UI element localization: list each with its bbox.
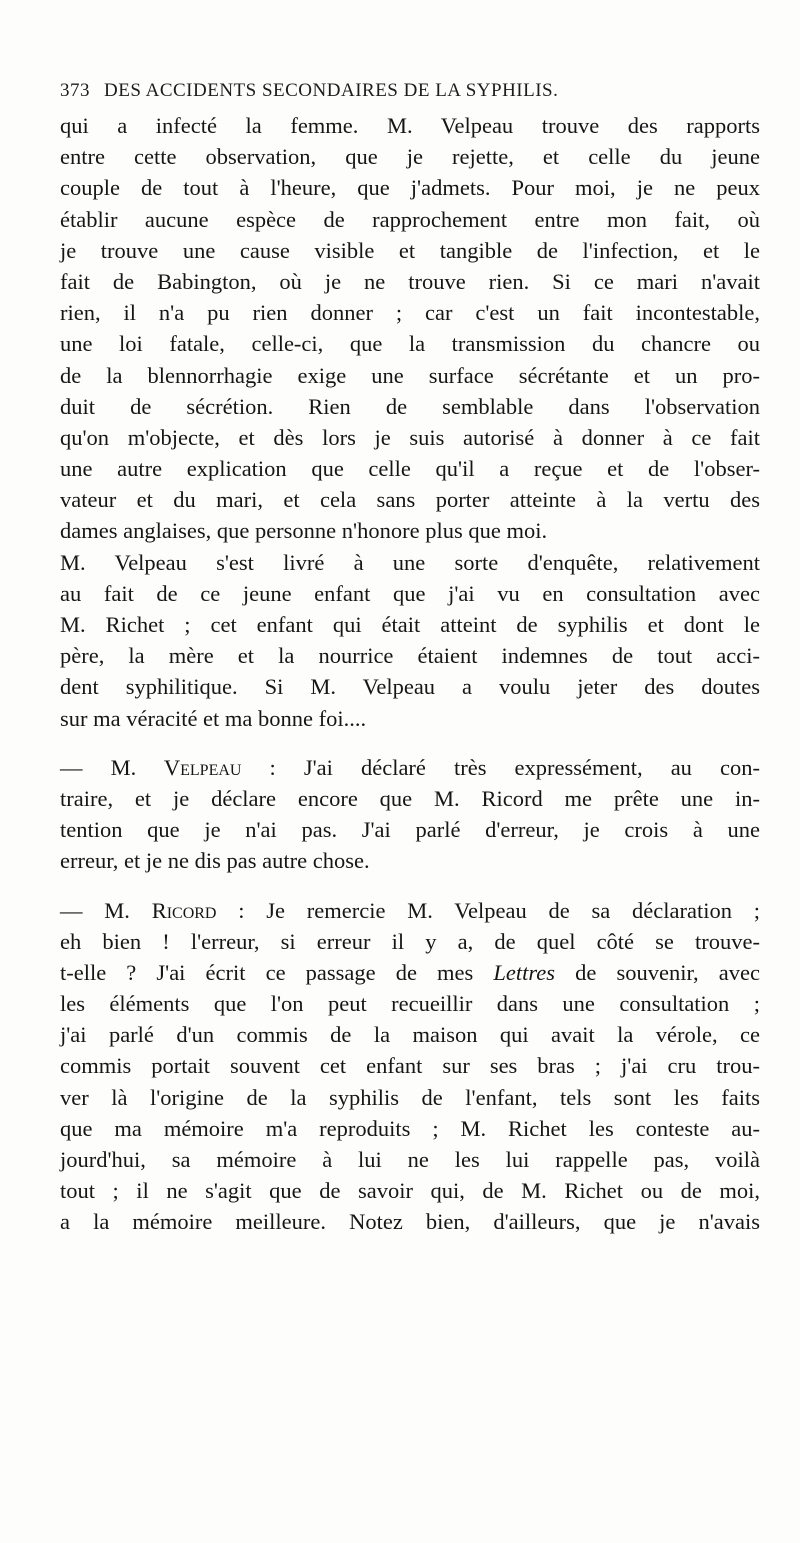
paragraph-velpeau <box>60 752 760 877</box>
text-line: les éléments que l'on peut recueillir dans une consultation ; <box>60 991 760 1017</box>
text-line: que ma mémoire m'a reproduits ; M. Richet les conteste au- <box>60 1115 760 1141</box>
text-line: ver là l'origine de la syphilis de l'enfant, tels sont les faits <box>60 1084 760 1110</box>
text-line: établir aucune espèce de rapprochement entre mon fait, où <box>60 206 760 232</box>
text-line: traire, et je déclare encore que M. Ricord me prête une in- <box>60 785 760 811</box>
text-line: je trouve une cause visible et tangible de l'infection, et le <box>60 237 760 263</box>
text-line <box>60 957 760 988</box>
text-line: — M. Velpeau : J'ai déclaré très expressément, au con- <box>60 754 760 780</box>
speech-text: de souvenir, avec <box>555 959 760 985</box>
text-line: erreur, et je ne dis pas autre chose. <box>60 848 370 874</box>
paragraph-gap <box>60 734 760 752</box>
text-line: tention que je n'ai pas. J'ai parlé d'erreur, je crois à une <box>60 817 760 843</box>
text-line: rien, il n'a pu rien donner ; car c'est un fait incontestable, <box>60 300 760 326</box>
text-line: M. Richet ; cet enfant qui était atteint de syphilis et dont le <box>60 612 760 637</box>
text-line: entre cette observation, que je rejette, et celle du jeune <box>60 144 760 170</box>
text-line: jourd'hui, sa mémoire à lui ne les lui rappelle pas, voilà <box>60 1147 760 1172</box>
body-text <box>60 110 760 1238</box>
speech-text: : J'ai déclaré très expressément, au con- <box>241 754 760 780</box>
paragraph-ricord <box>60 895 760 1238</box>
italic-title: Lettres <box>493 959 556 985</box>
text-line: au fait de ce jeune enfant que j'ai vu en consultation avec <box>60 580 760 606</box>
text-line: père, la mère et la nourrice étaient indemnes de tout acci- <box>60 643 760 669</box>
page-number: 373 <box>60 80 90 101</box>
paragraph <box>60 110 760 547</box>
speech-text: t-elle ? J'ai écrit ce passage de mes <box>60 959 494 985</box>
running-head <box>60 80 760 102</box>
text-line: de la blennorrhagie exige une surface sécrétante et un pro- <box>60 362 760 388</box>
chapter-title: DES ACCIDENTS SECONDAIRES DE LA SYPHILIS. <box>104 80 559 101</box>
text-line: fait de Babington, où je ne trouve rien. Si ce mari n'avait <box>60 268 760 294</box>
speech-text: : Je remercie M. Velpeau de sa déclaration ; <box>216 897 761 923</box>
text-line: tout ; il ne s'agit que de savoir qui, de M. Richet ou de moi, <box>60 1178 760 1204</box>
text-line: — M. Ricord : Je remercie M. Velpeau de sa déclaration ; <box>60 897 761 923</box>
speaker-name: M. Ricord <box>104 897 217 923</box>
text-line: commis portait souvent cet enfant sur ses bras ; j'ai cru trou- <box>60 1053 760 1079</box>
text-line: duit de sécrétion. Rien de semblable dans l'observation <box>60 393 760 419</box>
paragraph-gap <box>60 877 760 895</box>
text-line: M. Velpeau s'est livré à une sorte d'enquête, relativement <box>60 549 760 575</box>
text-line: j'ai parlé d'un commis de la maison qui avait la vérole, ce <box>60 1022 760 1048</box>
text-line: dames anglaises, que personne n'honore plus que moi. <box>60 518 548 544</box>
text-line: qu'on m'objecte, et dès lors je suis autorisé à donner à ce fait <box>60 424 760 450</box>
text-line: qui a infecté la femme. M. Velpeau trouve des rapports <box>60 113 760 138</box>
text-line: vateur et du mari, et cela sans porter atteinte à la vertu des <box>60 487 760 513</box>
text-line: eh bien ! l'erreur, si erreur il y a, de quel côté se trouve- <box>60 928 760 954</box>
text-line: une autre explication que celle qu'il a reçue et de l'obser- <box>60 456 760 482</box>
speaker-name: M. Velpeau <box>110 754 242 780</box>
text-line: couple de tout à l'heure, que j'admets. Pour moi, je ne peux <box>60 175 760 201</box>
text-line: sur ma véracité et ma bonne foi.... <box>60 705 367 731</box>
paragraph <box>60 547 760 734</box>
text-line: dent syphilitique. Si M. Velpeau a voulu jeter des doutes <box>60 674 760 700</box>
text-line: a la mémoire meilleure. Notez bien, d'ailleurs, que je n'avais <box>60 1209 760 1235</box>
text-line: une loi fatale, celle-ci, que la transmission du chancre ou <box>60 331 760 357</box>
